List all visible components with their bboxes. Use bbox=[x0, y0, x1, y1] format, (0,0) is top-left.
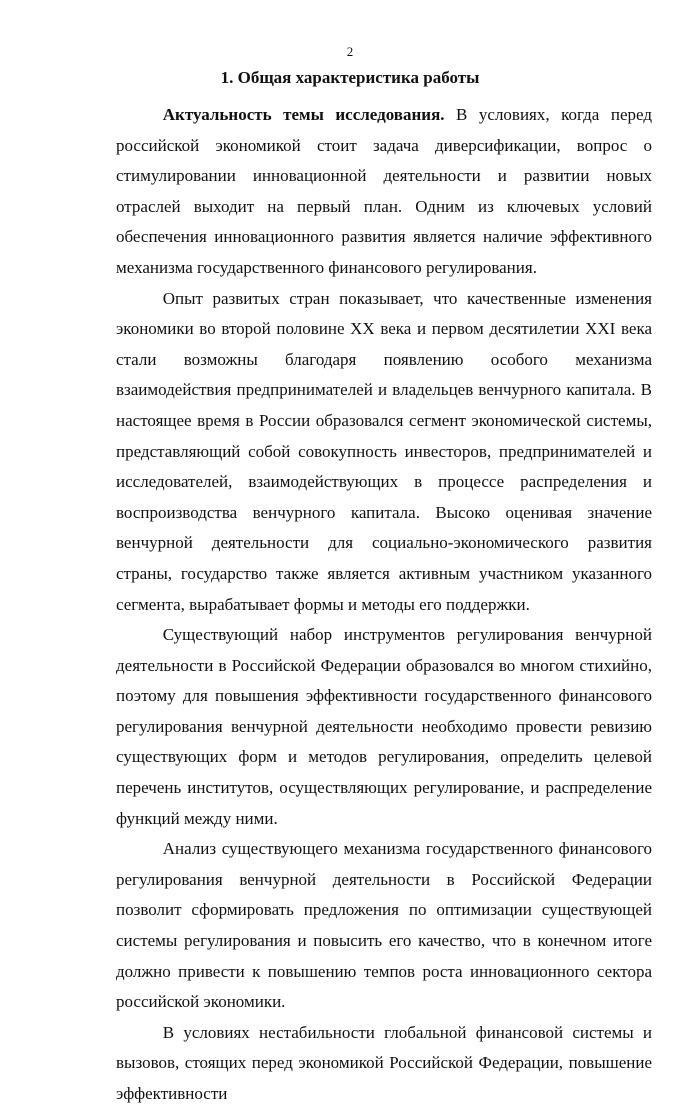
page-number: 2 bbox=[346, 44, 354, 59]
paragraph-5 bbox=[116, 1018, 652, 1110]
paragraph-2-text: Опыт развитых стран показывает, что качественные изменения экономики во второй половине XX века и первом десятилетии XXI века стали возможны благодаря появлению особого механизма взаимодействия предпринимателей и владельцев венчурного капитала. В настоящее время в России образовался сегмент экономической системы, представляющий собой совокупность инвесторов, предпринимателей и исследователей, взаимодействующих в процессе распределения и воспроизводства венчурного капитала. Высоко оценивая значение венчурной деятельности для социально-экономического развития страны, государство также является активным участником указанного сегмента, вырабатывает формы и методы его поддержки. bbox=[116, 288, 652, 614]
paragraph-3 bbox=[116, 620, 652, 834]
paragraph-4-text: Анализ существующего механизма государственного финансового регулирования венчурной деятельности в Российской Федерации позволит сформировать предложения по оптимизации существующей системы регулирования и повысить его качество, что в конечном итоге должно привести к повышению темпов роста инновационного сектора российской экономики. bbox=[116, 839, 652, 1012]
paragraph-1 bbox=[116, 100, 652, 284]
paragraph-2 bbox=[116, 284, 652, 621]
paragraph-1-text: В условиях, когда перед российской экономикой стоит задача диверсификации, вопрос о стимулировании инновационной деятельности и развитии новых отраслей выходит на первый план. Одним из ключевых условий обеспечения инновационного развития является наличие эффективного механизма государственного финансового регулирования. bbox=[116, 105, 652, 277]
paragraph-5-text: В условиях нестабильности глобальной финансовой системы и вызовов, стоящих перед экономикой Российской Федерации, повышение эффективности bbox=[116, 1022, 652, 1103]
section-title: 1. Общая характеристика работы bbox=[220, 68, 480, 87]
document-body bbox=[116, 100, 652, 1110]
paragraph-4 bbox=[116, 834, 652, 1018]
paragraph-3-text: Существующий набор инструментов регулирования венчурной деятельности в Российской Федерации образовался во многом стихийно, поэтому для повышения эффективности государственного финансового регулирования венчурной деятельности необходимо провести ревизию существующих форм и методов регулирования, определить целевой перечень институтов, осуществляющих регулирование, и распределение функций между ними. bbox=[116, 625, 652, 828]
paragraph-1-lead: Актуальность темы исследования. bbox=[162, 105, 445, 124]
